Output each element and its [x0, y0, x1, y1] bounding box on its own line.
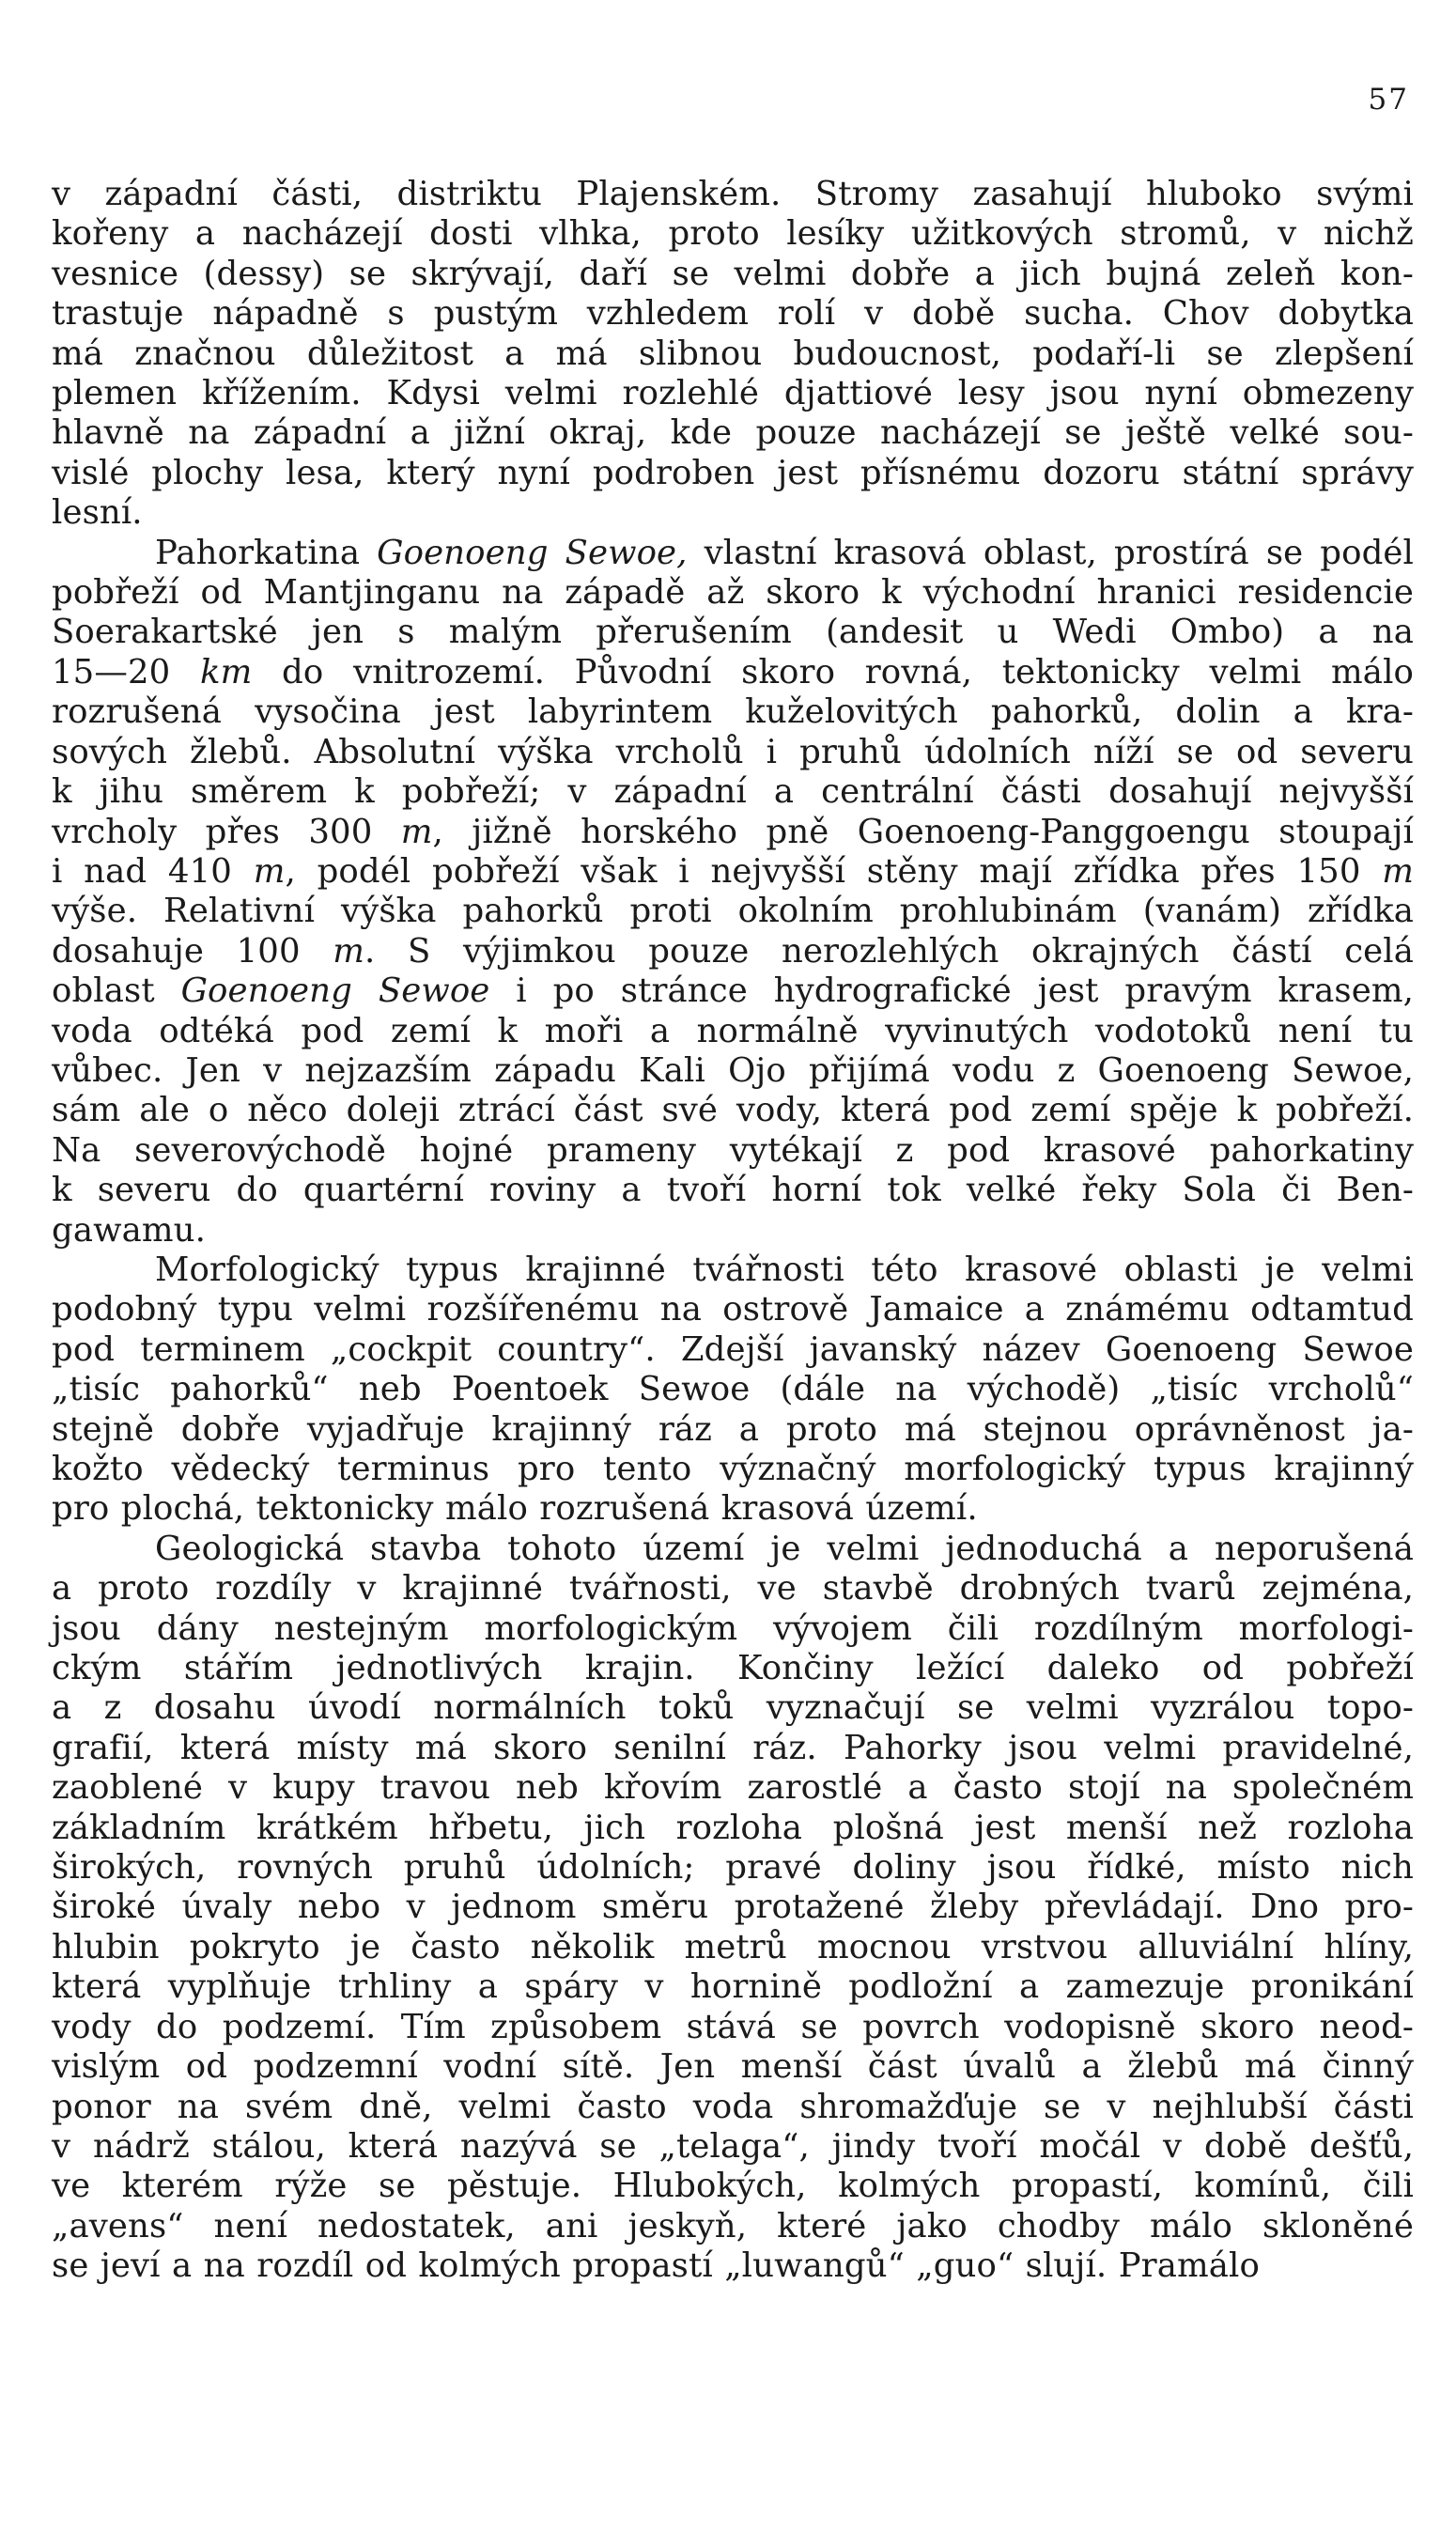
text-line: Soerakartské jen s malým přerušením (andesit u Wedi Ombo) a na: [52, 613, 1414, 652]
text-line: vislé plochy lesa, který nyní podroben jest přísnému dozoru státní správy: [52, 453, 1414, 492]
text-line: vůbec. Jen v nejzazším západu Kali Ojo přijímá vodu z Goenoeng Sewoe,: [52, 1050, 1414, 1090]
text-line: která vyplňuje trhliny a spáry v hornině podložní a zamezuje pronikání: [52, 1967, 1414, 2007]
text-line: sových žlebů. Absolutní výška vrcholů i pruhů údolních níží se od severu: [52, 732, 1414, 771]
text-line: dosahuje 100 m. S výjimkou pouze nerozlehlých okrajných částí celá: [52, 931, 1414, 971]
text-line: pro plochá, tektonicky málo rozrušená krasová území.: [52, 1489, 978, 1529]
text-line: Na severovýchodě hojné prameny vytékají z pod krasové pahorkatiny: [52, 1130, 1414, 1170]
text-line: Morfologický typus krajinné tvářnosti této krasové oblasti je velmi: [155, 1250, 1414, 1289]
text-line: a proto rozdíly v krajinné tvářnosti, ve stavbě drobných tvarů zejména,: [52, 1569, 1414, 1608]
text-line: vesnice (dessy) se skrývají, daří se velmi dobře a jich bujná zeleň kon-: [52, 254, 1414, 293]
text-line: široké úvaly nebo v jednom směru protažené žleby převládají. Dno pro-: [52, 1888, 1414, 1927]
text-line: vody do podzemí. Tím způsobem stává se povrch vodopisně skoro neod-: [52, 2007, 1414, 2046]
text-line: kožto vědecký terminus pro tento význačný morfologický typus krajinný: [52, 1450, 1414, 1488]
text-line: lesní.: [52, 493, 143, 533]
text-line: jsou dány nestejným morfologickým vývojem čili rozdílným morfologi-: [52, 1608, 1414, 1648]
text-line: pod terminem „cockpit country“. Zdejší javanský název Goenoeng Sewoe: [52, 1329, 1414, 1369]
text-line: Pahorkatina Goenoeng Sewoe, vlastní krasová oblast, prostírá se podél: [155, 533, 1414, 572]
text-line: v nádrž stálou, která nazývá se „telaga“, jindy tvoří močál v době dešťů,: [52, 2126, 1414, 2166]
text-line: oblast Goenoeng Sewoe i po stránce hydrografické jest pravým krasem,: [52, 971, 1414, 1011]
text-line: rozrušená vysočina jest labyrintem kuželovitých pahorků, dolin a kra-: [52, 692, 1414, 732]
text-line: a z dosahu úvodí normálních toků vyznačují se velmi vyzrálou topo-: [52, 1688, 1414, 1728]
text-line: k severu do quartérní roviny a tvoří horní tok velké řeky Sola či Ben-: [52, 1171, 1414, 1210]
text-line: „tisíc pahorků“ neb Poentoek Sewoe (dále na východě) „tisíc vrcholů“: [52, 1370, 1414, 1409]
text-line: kořeny a nacházejí dosti vlhka, proto lesíky užitkových stromů, v nichž: [52, 214, 1414, 254]
text-line: ve kterém rýže se pěstuje. Hlubokých, kolmých propastí, komínů, čili: [52, 2167, 1414, 2206]
text-line: vrcholy přes 300 m, jižně horského pně Goenoeng-Panggoengu stoupají: [52, 812, 1414, 851]
text-line: Geologická stavba tohoto území je velmi jednoduchá a neporušená: [155, 1529, 1414, 1568]
text-line: ponor na svém dně, velmi často voda shromažďuje se v nejhlubší části: [52, 2087, 1414, 2126]
paragraph: [52, 534, 1414, 1251]
text-line: 15—20 km do vnitrozemí. Původní skoro rovná, tektonicky velmi málo: [52, 652, 1414, 692]
page-number: 57: [1368, 83, 1409, 117]
paragraph: [52, 1251, 1414, 1530]
text-line: širokých, rovných pruhů údolních; pravé doliny jsou řídké, místo nich: [52, 1848, 1414, 1888]
text-line: „avens“ není nedostatek, ani jeskyň, které jako chodby málo skloněné: [52, 2206, 1414, 2246]
text-line: plemen křížením. Kdysi velmi rozlehlé djattiové lesy jsou nyní obmezeny: [52, 374, 1414, 413]
text-line: grafií, která místy má skoro senilní ráz. Pahorky jsou velmi pravidelné,: [52, 1728, 1414, 1767]
text-body: [52, 175, 1414, 2287]
text-line: základním krátkém hřbetu, jich rozloha plošná jest menší než rozloha: [52, 1808, 1414, 1847]
text-line: k jihu směrem k pobřeží; v západní a centrální části dosahují nejvyšší: [52, 772, 1414, 812]
text-line: hlavně na západní a jižní okraj, kde pouze nacházejí se ještě velké sou-: [52, 413, 1414, 453]
text-line: podobný typu velmi rozšířenému na ostrově Jamaice a známému odtamtud: [52, 1290, 1414, 1329]
text-line: trastuje nápadně s pustým vzhledem rolí v době sucha. Chov dobytka: [52, 294, 1414, 334]
text-line: vislým od podzemní vodní sítě. Jen menší část úvalů a žlebů má činný: [52, 2047, 1414, 2087]
paragraph: [52, 175, 1414, 534]
text-line: voda odtéká pod zemí k moři a normálně vyvinutých vodotoků není tu: [52, 1011, 1414, 1050]
text-line: sám ale o něco doleji ztrácí část své vody, která pod zemí spěje k pobřeží.: [52, 1091, 1414, 1130]
text-line: v západní části, distriktu Plajenském. Stromy zasahují hluboko svými: [52, 175, 1414, 213]
text-line: hlubin pokryto je často několik metrů mocnou vrstvou alluviální hlíny,: [52, 1927, 1414, 1966]
text-line: i nad 410 m, podél pobřeží však i nejvyšší stěny mají zřídka přes 150 m: [52, 851, 1414, 891]
text-line: gawamu.: [52, 1210, 206, 1250]
text-line: má značnou důležitost a má slibnou budoucnost, podaří-li se zlepšení: [52, 334, 1414, 373]
text-line: ckým stářím jednotlivých krajin. Končiny ležící daleko od pobřeží: [52, 1649, 1414, 1688]
text-line: zaoblené v kupy travou neb křovím zarostlé a často stojí na společném: [52, 1768, 1414, 1808]
text-line: stejně dobře vyjadřuje krajinný ráz a proto má stejnou oprávněnost ja-: [52, 1409, 1414, 1449]
text-line: pobřeží od Mantjinganu na západě až skoro k východní hranici residencie: [52, 573, 1414, 613]
text-line: se jeví a na rozdíl od kolmých propastí „luwangů“ „guo“ slují. Pramálo: [52, 2246, 1260, 2286]
text-line: výše. Relativní výška pahorků proti okolním prohlubinám (vanám) zřídka: [52, 892, 1414, 931]
paragraph: [52, 1530, 1414, 2287]
